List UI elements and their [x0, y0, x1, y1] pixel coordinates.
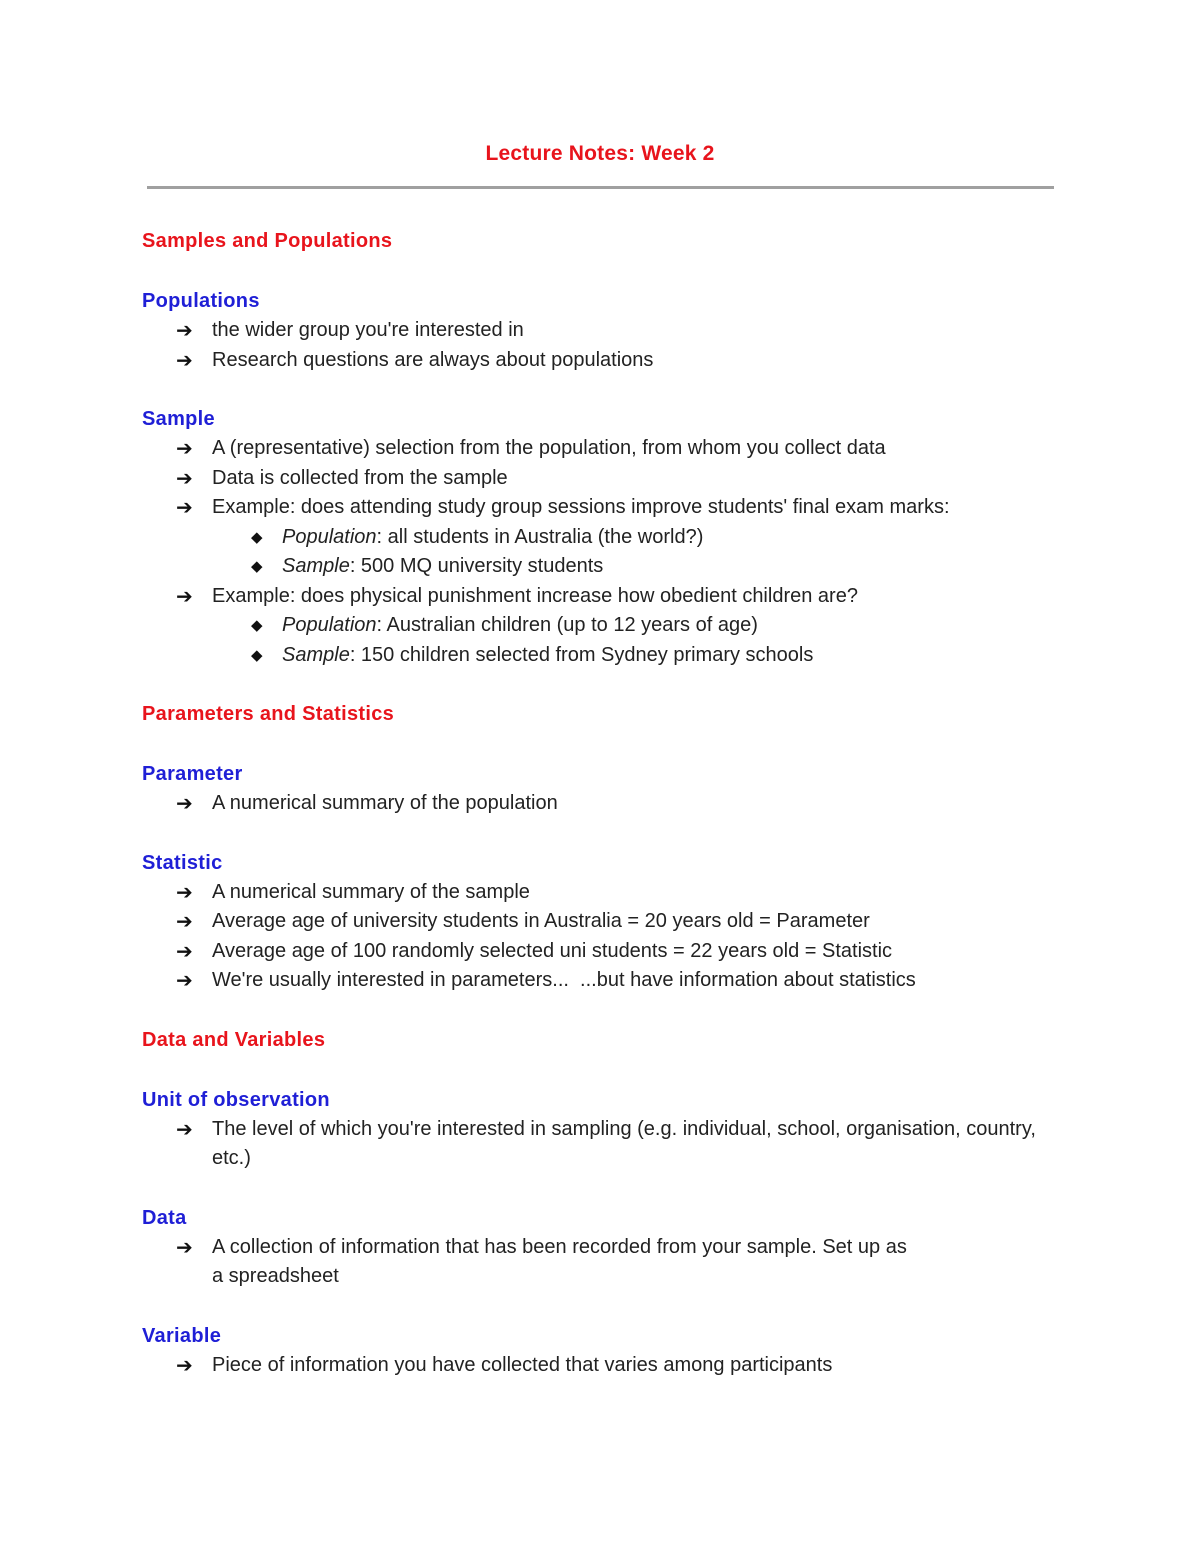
sub-list-item	[212, 611, 1042, 641]
term-description: : 150 children selected from Sydney primary schools	[349, 643, 814, 666]
list-item	[142, 1233, 1042, 1292]
document-title: Lecture Notes: Week 2	[485, 142, 715, 165]
list-item	[142, 966, 1042, 996]
arrow-bullet-icon: ➔	[176, 791, 193, 815]
arrow-bullet-icon: ➔	[176, 909, 193, 933]
section-heading: Samples and Populations	[142, 230, 393, 252]
list-item-text: We're usually interested in parameters... ...but have information about statistics	[212, 969, 916, 991]
bullet-list	[142, 582, 1042, 612]
list-item-text: A numerical summary of the population	[212, 792, 558, 814]
sub-bullet-list	[212, 523, 1042, 582]
list-item-text: the wider group you're interested in	[212, 319, 524, 341]
diamond-bullet-icon: ◆	[251, 527, 263, 546]
section-samples-populations	[142, 226, 1042, 699]
term-description: : all students in Australia (the world?)	[376, 525, 704, 548]
list-item	[142, 316, 1042, 346]
term: Population	[282, 525, 377, 548]
list-item-text: Average age of 100 randomly selected uni students = 22 years old = Statistic	[212, 939, 893, 962]
list-item	[142, 1115, 1042, 1174]
arrow-bullet-icon: ➔	[176, 583, 193, 608]
list-item	[142, 1351, 1042, 1381]
list-item-text: Average age of university students in Australia = 20 years old = Parameter	[212, 910, 870, 932]
arrow-bullet-icon: ➔	[176, 1234, 193, 1259]
section-heading: Parameters and Statistics	[142, 703, 395, 725]
list-item-text: A numerical summary of the sample	[212, 880, 530, 903]
list-item	[142, 346, 1042, 376]
arrow-bullet-icon: ➔	[176, 879, 193, 904]
block-statistic	[142, 848, 1042, 996]
sub-heading: Unit of observation	[142, 1088, 330, 1111]
title-divider	[147, 186, 1054, 189]
diamond-bullet-icon: ◆	[251, 616, 263, 634]
list-item	[142, 582, 1042, 612]
section-data-variables	[142, 1025, 1042, 1381]
arrow-bullet-icon: ➔	[176, 1116, 193, 1141]
list-item	[142, 937, 1042, 967]
term: Sample	[282, 555, 350, 577]
list-item-text: Piece of information you have collected that varies among participants	[212, 1353, 833, 1376]
sub-list-item	[212, 552, 1042, 582]
document-body	[142, 226, 1042, 1380]
block-variable	[142, 1321, 1042, 1381]
list-item-text: A collection of information that has been recorded from your sample. Set up as a spreadsheet	[212, 1235, 907, 1287]
sub-heading: Parameter	[142, 763, 243, 785]
arrow-bullet-icon: ➔	[176, 1352, 193, 1377]
list-item	[142, 878, 1042, 908]
list-item-text: A (representative) selection from the population, from whom you collect data	[212, 437, 886, 459]
arrow-bullet-icon: ➔	[176, 968, 193, 992]
sub-list-item	[212, 641, 1042, 671]
sub-heading: Statistic	[142, 851, 223, 874]
block-unit-of-observation	[142, 1085, 1042, 1174]
block-data	[142, 1203, 1042, 1292]
block-sample	[142, 404, 1042, 670]
section-heading: Data and Variables	[142, 1028, 326, 1051]
sub-heading: Populations	[142, 290, 260, 312]
sub-heading: Sample	[142, 408, 215, 430]
arrow-bullet-icon: ➔	[176, 436, 193, 460]
sub-bullet-list	[212, 611, 1042, 670]
term-description: : Australian children (up to 12 years of age)	[376, 614, 758, 636]
block-parameter	[142, 759, 1042, 819]
arrow-bullet-icon: ➔	[176, 318, 193, 342]
bullet-list	[142, 1233, 1042, 1292]
list-item	[142, 493, 1042, 523]
sub-list-item	[212, 523, 1042, 553]
bullet-list	[142, 434, 1042, 523]
bullet-list	[142, 1115, 1042, 1174]
list-item	[142, 907, 1042, 937]
term-description: : 500 MQ university students	[349, 555, 604, 577]
diamond-bullet-icon: ◆	[251, 557, 263, 575]
list-item-text: The level of which you're interested in sampling (e.g. individual, school, organisation, country, etc.)	[212, 1117, 1036, 1169]
list-item-text: Example: does physical punishment increase how obedient children are?	[212, 584, 858, 607]
bullet-list	[142, 1351, 1042, 1381]
bullet-list	[142, 878, 1042, 996]
list-item	[142, 789, 1042, 819]
arrow-bullet-icon: ➔	[176, 938, 193, 963]
list-item-text: Data is collected from the sample	[212, 466, 508, 489]
block-populations	[142, 286, 1042, 375]
term: Sample	[282, 643, 350, 666]
term: Population	[282, 614, 377, 636]
list-item-text: Research questions are always about populations	[212, 348, 654, 371]
arrow-bullet-icon: ➔	[176, 495, 193, 519]
arrow-bullet-icon: ➔	[176, 347, 193, 372]
sub-heading: Data	[142, 1206, 187, 1229]
diamond-bullet-icon: ◆	[251, 645, 263, 664]
list-item-text: Example: does attending study group sessions improve students' final exam marks:	[212, 496, 950, 518]
bullet-list	[142, 316, 1042, 375]
arrow-bullet-icon: ➔	[176, 465, 193, 490]
bullet-list	[142, 789, 1042, 819]
list-item	[142, 464, 1042, 494]
list-item	[142, 434, 1042, 464]
section-parameters-statistics	[142, 699, 1042, 1025]
sub-heading: Variable	[142, 1324, 222, 1347]
